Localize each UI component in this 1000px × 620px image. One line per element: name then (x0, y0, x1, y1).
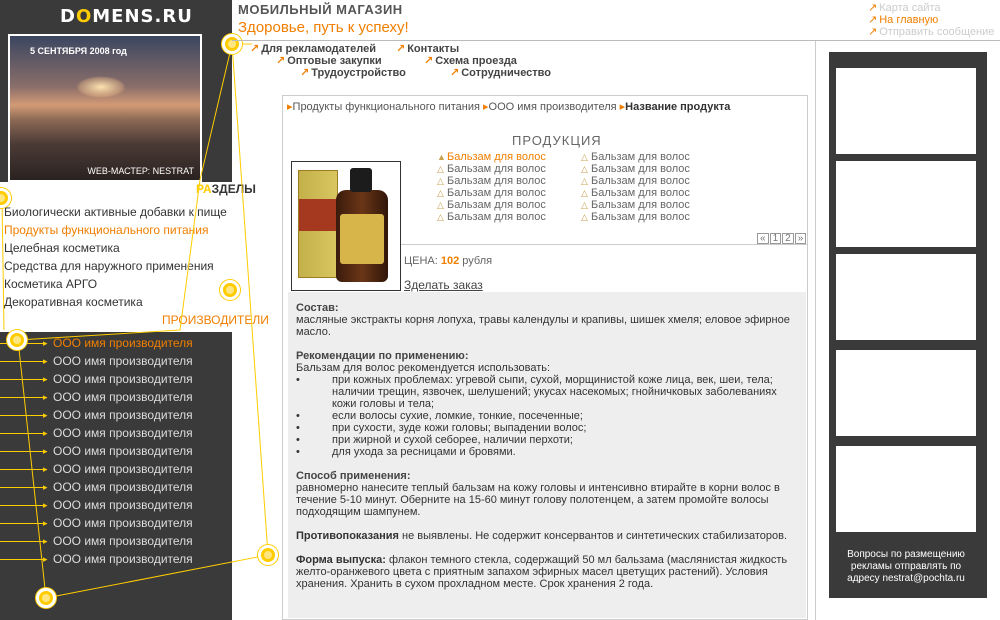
producers-title: ПРОИЗВОДИТЕЛИ (162, 313, 269, 327)
pager-last[interactable]: » (795, 233, 807, 244)
tag-icon: △ (581, 164, 588, 174)
product-label: Бальзам для волос (447, 199, 546, 211)
producer-item[interactable]: ООО имя производителя ▸ (0, 370, 232, 388)
ad-slot[interactable] (836, 161, 976, 247)
shop-title: МОБИЛЬНЫЙ МАГАЗИН (238, 2, 403, 17)
recommend-intro: Бальзам для волос рекомендуется использовать: (296, 362, 551, 374)
send-message-label: Отправить сообщение (879, 26, 995, 38)
product-label: Бальзам для волос (591, 151, 690, 163)
list-divider (401, 244, 807, 245)
decor-circle (258, 545, 278, 565)
producer-item-active[interactable]: ООО имя производителя ▸ (0, 334, 232, 352)
tag-icon: △ (581, 188, 588, 198)
contra-text: не выявлены. Не содержит консервантов и синтетических стабилизаторов. (402, 530, 788, 542)
nav-label: Оптовые закупки (287, 55, 382, 67)
product-label: Бальзам для волос (591, 175, 690, 187)
producer-item[interactable]: ООО имя производителя ▸ (0, 442, 232, 460)
producer-item[interactable]: ООО имя производителя ▸ (0, 550, 232, 568)
pagination (756, 233, 806, 244)
product-link[interactable] (581, 211, 690, 223)
ad-slot[interactable] (836, 446, 976, 532)
decor-circle (220, 280, 240, 300)
utility-links (868, 2, 994, 38)
producer-item[interactable]: ООО имя производителя ▸ (0, 478, 232, 496)
product-label: Бальзам для волос (591, 211, 690, 223)
product-link[interactable] (437, 199, 546, 211)
recommend-list (296, 374, 801, 458)
breadcrumb (287, 100, 730, 113)
logo-text: D (60, 6, 76, 27)
producer-item[interactable]: ООО имя производителя ▸ (0, 532, 232, 550)
form-text: флакон темного стекла, содержащий 50 мл бальзама (маслянистая жидкость желто-оранжевого цвета с приятным запахом эфирных масел цветущих растений). Условия хранения. Хранить в сухом прохладном месте. Срок хранения 2 года. (296, 554, 788, 590)
nav-label: Контакты (407, 43, 460, 55)
tag-icon: △ (437, 212, 444, 222)
producers-menu (0, 334, 232, 568)
contra-block (296, 530, 801, 542)
arrow-icon: ↗ (424, 55, 434, 67)
product-label: Бальзам для волос (591, 199, 690, 211)
banner-date: 5 СЕНТЯБРЯ 2008 год (30, 46, 127, 56)
arrow-icon: ▸ (619, 101, 626, 113)
breadcrumb-item[interactable]: Продукты функционального питания (292, 101, 480, 113)
composition-title: Состав: (296, 302, 339, 314)
product-link[interactable] (581, 163, 690, 175)
arrow-icon: ↗ (276, 55, 286, 67)
home-link[interactable] (868, 14, 994, 26)
product-label: Бальзам для волос (447, 187, 546, 199)
recommend-title: Рекомендации по применению: (296, 350, 469, 362)
price-unit: рубля (462, 255, 493, 267)
producer-item[interactable]: ООО имя производителя ▸ (0, 496, 232, 514)
arrow-icon: ↗ (450, 67, 460, 79)
ad-slot[interactable] (836, 254, 976, 340)
arrow-icon: ↗ (300, 67, 310, 79)
sections-title (196, 182, 256, 196)
banner-image (8, 34, 202, 182)
nav-label: Трудоустройство (311, 67, 406, 79)
pager-page-1[interactable]: 1 (770, 233, 782, 244)
tag-icon: △ (581, 176, 588, 186)
section-item-active[interactable]: Продукты функционального питания (4, 223, 209, 237)
nav-label: Схема проезда (435, 55, 517, 67)
section-item[interactable]: Биологически активные добавки к пище (4, 205, 227, 219)
tag-icon: △ (437, 200, 444, 210)
pager-page-2[interactable]: 2 (782, 233, 794, 244)
section-item[interactable]: Целебная косметика (4, 241, 120, 255)
product-description (296, 302, 801, 602)
producer-item[interactable]: ООО имя производителя ▸ (0, 514, 232, 532)
product-link[interactable] (581, 175, 690, 187)
sections-title-accent: РА (196, 182, 212, 196)
shop-slogan: Здоровье, путь к успеху! (238, 19, 409, 36)
arrow-icon: ↗ (250, 43, 260, 55)
price (404, 255, 492, 267)
sitemap-label: Карта сайта (879, 2, 941, 14)
header-divider (232, 40, 1000, 41)
tag-icon: △ (437, 176, 444, 186)
section-item[interactable]: Декоративная косметика (4, 295, 143, 309)
arrow-icon: ▸ (483, 101, 489, 113)
tag-icon: △ (581, 212, 588, 222)
logo-text: MENS.RU (92, 6, 193, 27)
producer-item[interactable]: ООО имя производителя ▸ (0, 424, 232, 442)
tag-icon: △ (437, 188, 444, 198)
sun-shape (76, 76, 126, 98)
producer-item[interactable]: ООО имя производителя ▸ (0, 460, 232, 478)
ad-slot[interactable] (836, 68, 976, 154)
sections-title-rest: ЗДЕЛЫ (211, 182, 256, 196)
pager-first[interactable]: « (757, 233, 769, 244)
product-box (298, 170, 338, 278)
producer-item[interactable]: ООО имя производителя ▸ (0, 406, 232, 424)
tag-icon: △ (437, 164, 444, 174)
product-link[interactable] (581, 151, 690, 163)
product-label: Бальзам для волос (447, 163, 546, 175)
tag-icon: △ (581, 200, 588, 210)
nav-label: Для рекламодателей (261, 43, 376, 55)
method-title: Способ применения: (296, 470, 411, 482)
producer-item[interactable]: ООО имя производителя ▸ (0, 352, 232, 370)
sitemap-link[interactable] (868, 2, 994, 14)
product-link[interactable] (437, 187, 546, 199)
arrow-icon: ↗ (868, 14, 878, 26)
box-band (299, 199, 339, 231)
breadcrumb-current: Название продукта (625, 101, 731, 113)
product-label: Бальзам для волос (591, 163, 690, 175)
product-link[interactable] (581, 187, 690, 199)
arrow-icon: ↗ (868, 26, 878, 38)
product-link[interactable] (437, 175, 546, 187)
form-block (296, 554, 801, 590)
product-label: Бальзам для волос (447, 175, 546, 187)
product-list-left (437, 151, 546, 223)
ad-slot[interactable] (836, 350, 976, 436)
price-value: 102 (440, 255, 460, 267)
arrow-icon: ▸ (287, 101, 293, 113)
contra-title: Противопоказания (296, 530, 399, 542)
product-link-active[interactable] (437, 151, 546, 163)
tag-icon: △ (581, 152, 588, 162)
order-link[interactable]: Зделать заказ (404, 278, 483, 292)
section-item[interactable]: Средства для наружного применения (4, 259, 214, 273)
tag-icon: ▲ (437, 152, 446, 162)
recommend-item: • при кожных проблемах: угревой сыпи, сухой, морщинистой коже лица, век, шеи, тела; наличии трещин, язвочек, шелушений; укусах насекомых; гнойничковых заболеваниях кожи головы и тела; (296, 374, 801, 410)
product-link[interactable] (437, 211, 546, 223)
breadcrumb-item[interactable]: ООО имя производителя (488, 101, 617, 113)
nav-label: Сотрудничество (461, 67, 552, 79)
products-heading: ПРОДУКЦИЯ (512, 133, 602, 148)
product-label: Бальзам для волос (447, 151, 546, 163)
section-item[interactable]: Косметика АРГО (4, 277, 98, 291)
nav-cooperation[interactable] (450, 66, 551, 79)
form-title: Форма выпуска: (296, 554, 386, 566)
logo-text-accent: O (75, 6, 93, 27)
ad-info-text: Вопросы по размещению рекламы отправлять по адресу nestrat@pochta.ru (847, 549, 965, 584)
price-label: ЦЕНА: (404, 255, 438, 267)
composition-text: масляные экстракты корня лопуха, травы календулы и крапивы, шишек хмеля; еловое эфирное масло. (296, 314, 790, 338)
product-list-right (581, 151, 690, 223)
banner-webmaster: WEB-МАСТЕР: NESTRAT (87, 166, 194, 176)
nav-jobs[interactable] (300, 66, 406, 79)
send-message-link[interactable] (868, 26, 994, 38)
bottle-cap (350, 168, 372, 192)
left-column (0, 0, 269, 620)
product-link[interactable] (437, 163, 546, 175)
recommend-item: • при сухости, зуде кожи головы; выпадении волос; (296, 422, 801, 434)
decor-circle (222, 34, 242, 54)
producer-item[interactable]: ООО имя производителя ▸ (0, 388, 232, 406)
product-bottle (336, 190, 388, 282)
arrow-icon: ↗ (396, 43, 406, 55)
product-link[interactable] (581, 199, 690, 211)
recommend-item: • при жирной и сухой себорее, наличии перхоти; (296, 434, 801, 446)
right-divider (815, 41, 816, 620)
product-label: Бальзам для волос (447, 211, 546, 223)
decor-circle (36, 588, 56, 608)
bottle-label (340, 214, 384, 264)
sections-menu (0, 203, 232, 311)
arrow-icon: ↗ (868, 2, 878, 14)
recommend-item: • если волосы сухие, ломкие, тонкие, посеченные; (296, 410, 801, 422)
home-label: На главную (879, 14, 939, 26)
site-logo[interactable] (60, 6, 193, 27)
method-text: равномерно нанесите теплый бальзам на кожу головы и интенсивно втирайте в корни волос в течение 5-10 минут. Оберните на 15-60 минут голову полотенцем, а затем промойте волосы подходящим шампунем. (296, 482, 780, 518)
recommend-item: • для ухода за ресницами и бровями. (296, 446, 801, 458)
decor-circle (7, 330, 27, 350)
product-label: Бальзам для волос (591, 187, 690, 199)
product-image (291, 161, 401, 291)
